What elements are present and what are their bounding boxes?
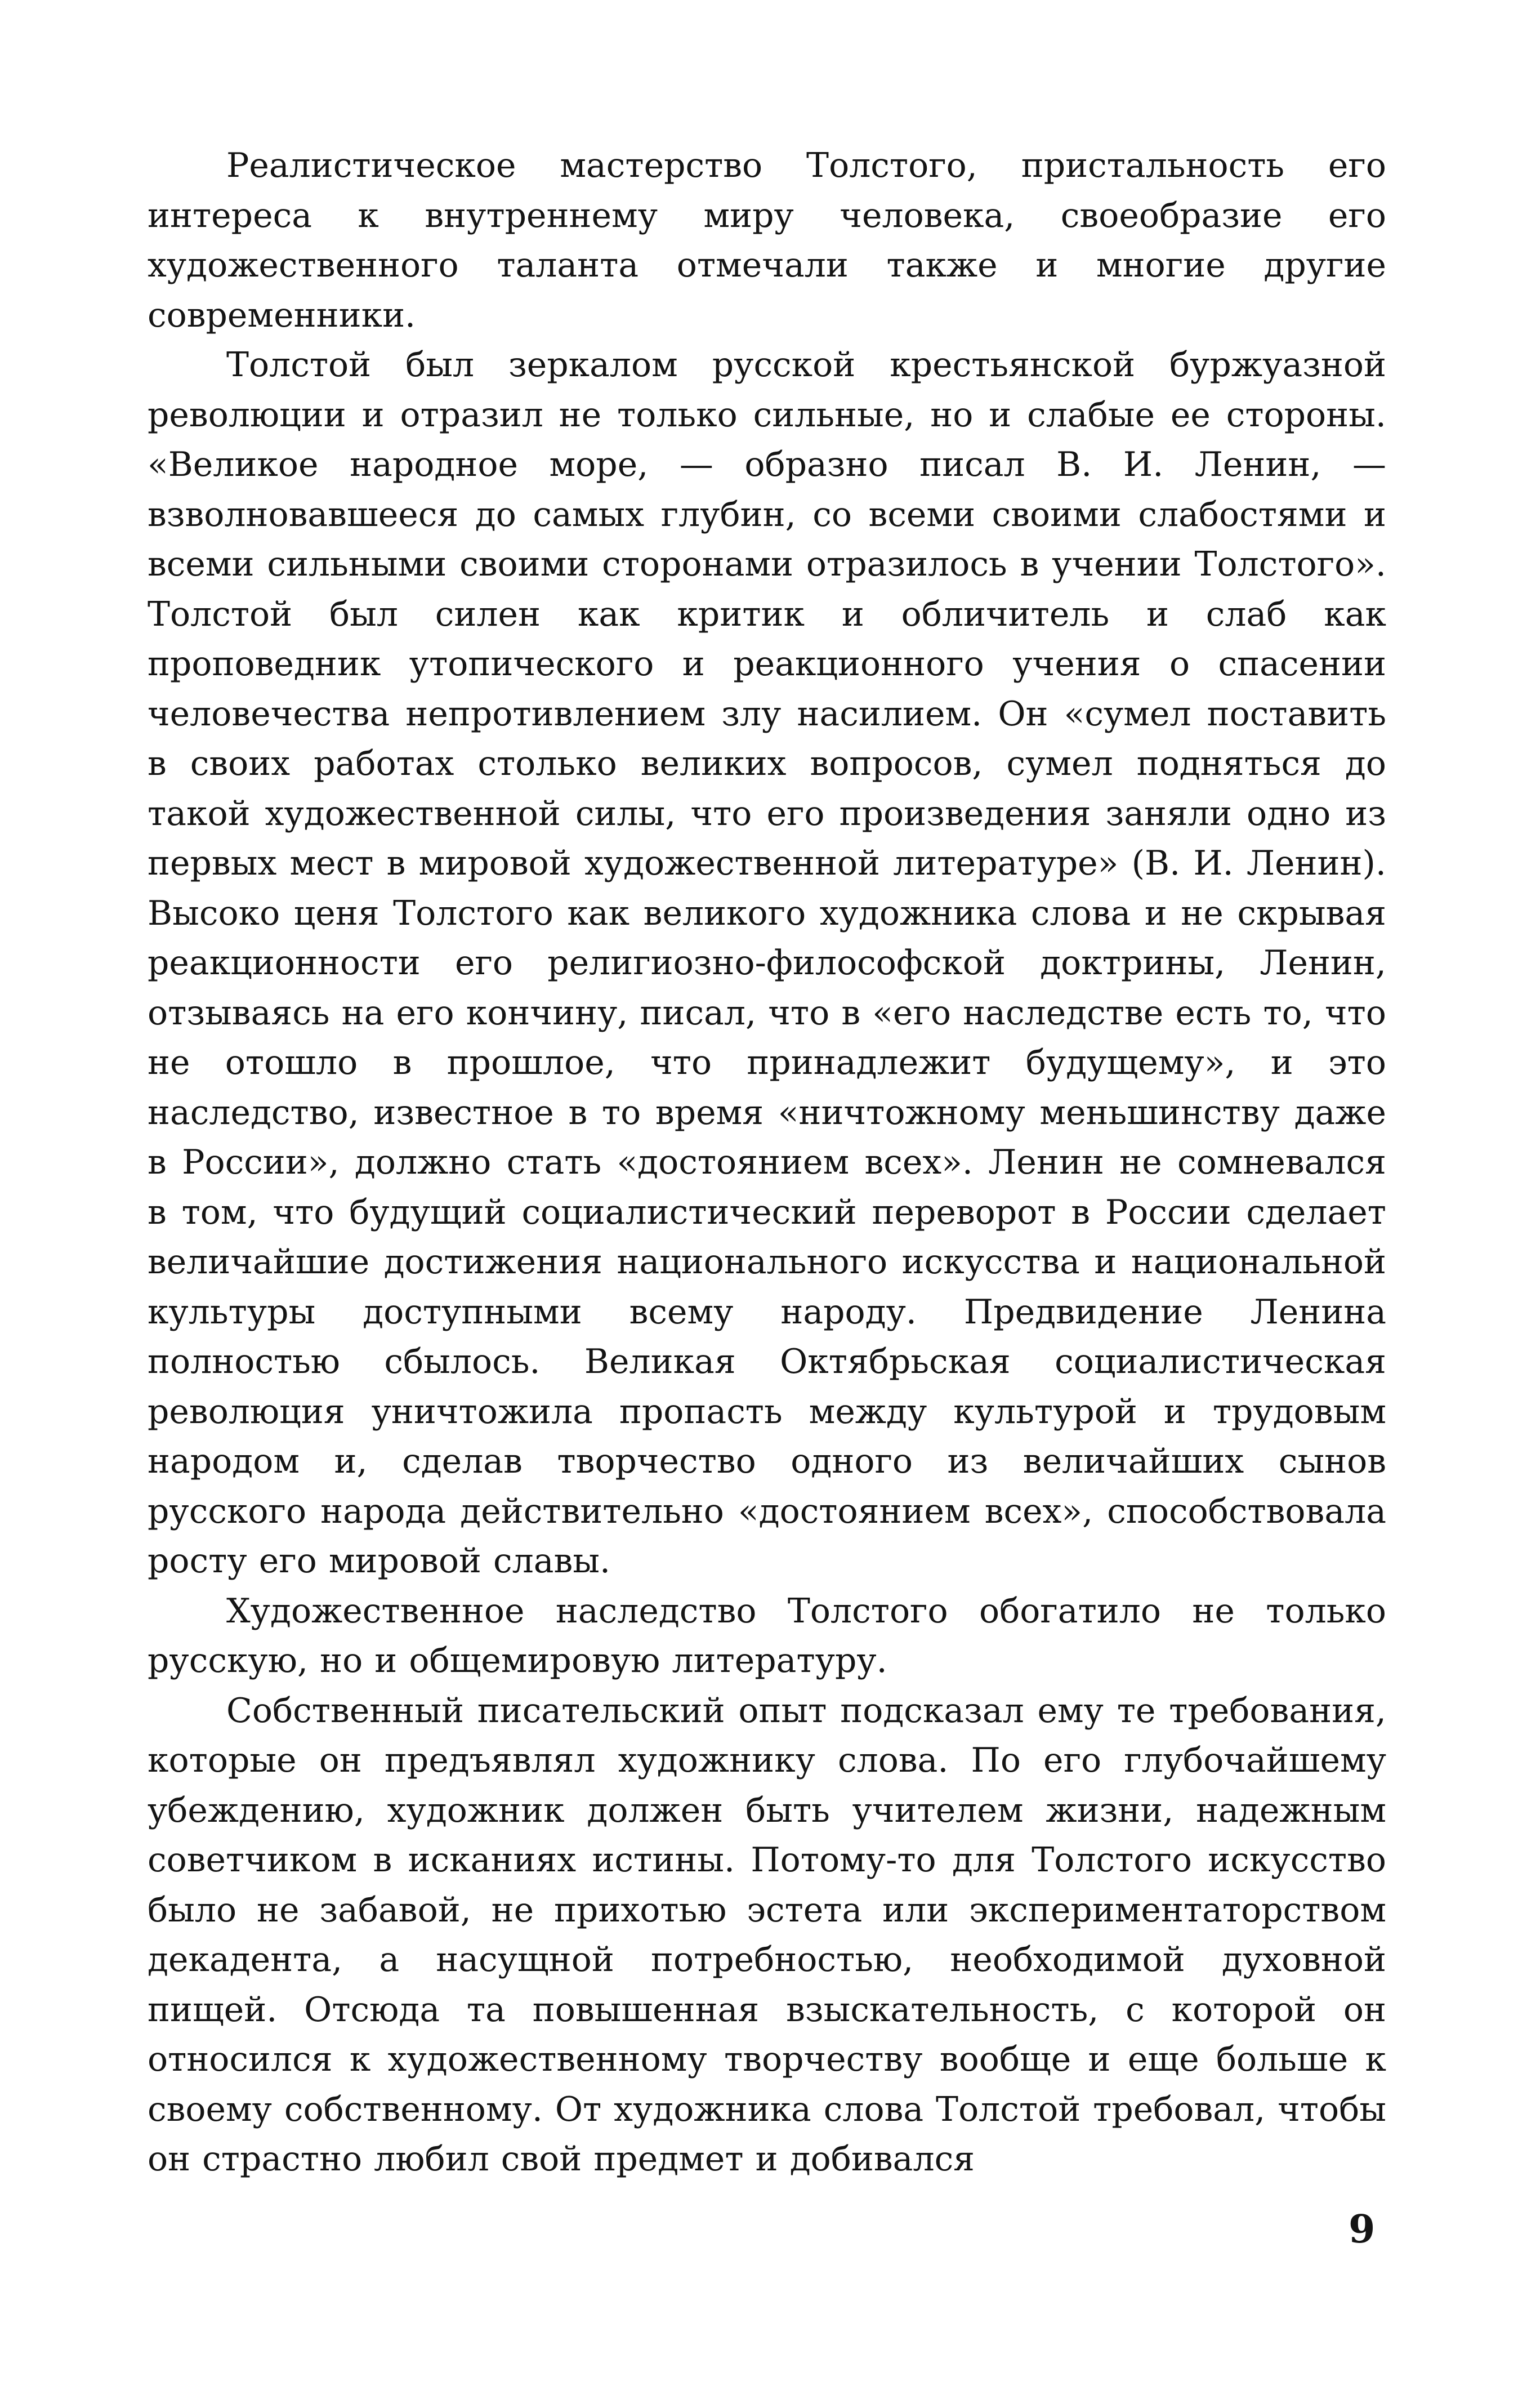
page-body — [148, 141, 1386, 2184]
paragraph-2: Толстой был зеркалом русской крестьянской буржуазной революции и отразил не только сильные, но и слабые ее стороны. «Великое народное море, — образно писал В. И. Ленин, — взволновавшееся до самых глубин, со всеми своими слабостями и всеми сильными своими сторонами отразилось в учении Толстого». Толстой был силен как критик и обличитель и слаб как проповедник утопического и реакционного учения о спасении человечества непротивлением злу насилием. Он «сумел поставить в своих работах столько великих вопросов, сумел подняться до такой художественной силы, что его произведения заняли одно из первых мест в мировой художественной литературе» (В. И. Ленин). Высоко ценя Толстого как великого художника слова и не скрывая реакционности его религиозно-философской доктрины, Ленин, отзываясь на его кончину, писал, что в «его наследстве есть то, что не отошло в прошлое, что принадлежит будущему», и это наследство, известное в то время «ничтожному меньшинству даже в России», должно стать «достоянием всех». Ленин не сомневался в том, что будущий социалистический переворот в России сделает величайшие достижения национального искусства и национальной культуры доступными всему народу. Предвидение Ленина полностью сбылось. Великая Октябрьская социалистическая революция уничтожила пропасть между культурой и трудовым народом и, сделав творчество одного из величайших сынов русского народа действительно «достоянием всех», способствовала росту его мировой славы. — [148, 345, 1386, 1581]
paragraph-1: Реалистическое мастерство Толстого, пристальность его интереса к внутреннему миру человека, своеобразие его художественного таланта отмечали также и многие другие современники. — [148, 146, 1386, 335]
paragraph-4: Собственный писательский опыт подсказал ему те требования, которые он предъявлял художнику слова. По его глубочайшему убеждению, художник должен быть учителем жизни, надежным советчиком в исканиях истины. Потому-то для Толстого искусство было не забавой, не прихотью эстета или экспериментаторством декадента, а насущной потребностью, необходимой духовной пищей. Отсюда та повышенная взыскательность, с которой он относился к художественному творчеству вообще и еще больше к своему собственному. От художника слова Толстой требовал, чтобы он страстно любил свой предмет и добивался — [148, 1691, 1386, 2179]
paragraph-3: Художественное наследство Толстого обогатило не только русскую, но и общемировую литературу. — [148, 1591, 1386, 1680]
page-number: 9 — [1349, 2207, 1376, 2252]
